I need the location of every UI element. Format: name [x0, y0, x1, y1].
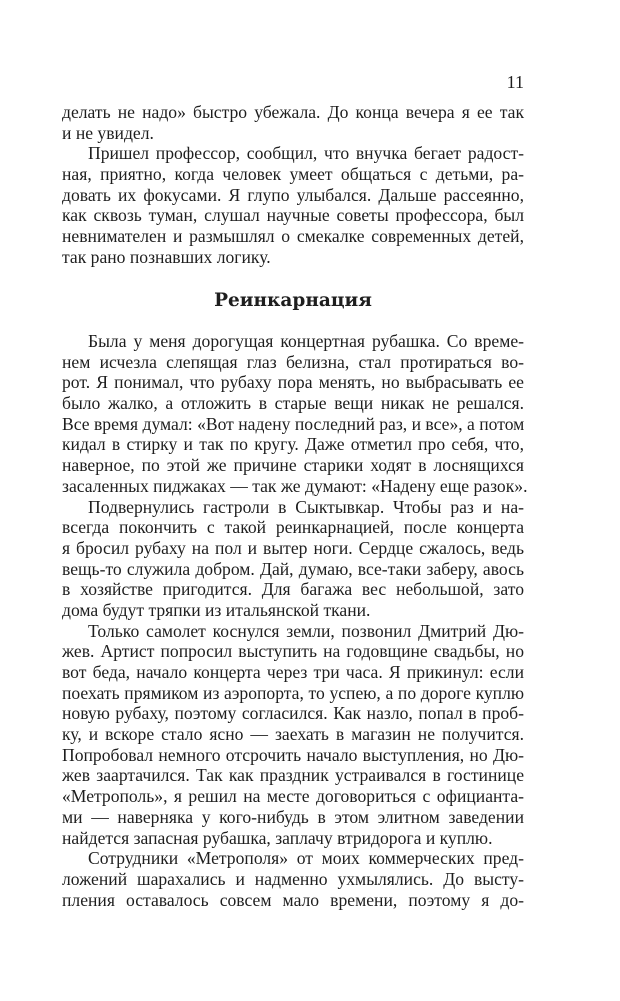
paragraph: [62, 143, 524, 267]
text-line: нем исчезла слепящая глаз белизна, стал протираться во-: [62, 351, 524, 372]
text-line: Сотрудники «Метрополя» от моих коммерческих пред-: [88, 848, 524, 869]
text-line: кидал в стирку и так по кругу. Даже отметил про себя, что,: [62, 434, 524, 455]
text-line: так рано познавших логику.: [62, 246, 271, 267]
text-line: ложений шарахались и надменно ухмылялись. До высту-: [62, 868, 524, 889]
text-line: Попробовал немного отсрочить начало выступления, но Дю-: [62, 744, 524, 765]
text-line: ку, и вскоре стало ясно — заехать в магазин не получится.: [62, 724, 524, 745]
text-line: жев заартачился. Так как праздник устраивался в гостинице: [62, 765, 524, 786]
text-line: Только самолет коснулся земли, позвонил Дмитрий Дю-: [88, 620, 524, 641]
text-line: довать их фокусами. Я глупо улыбался. Дальше рассеянно,: [62, 184, 524, 205]
text-line: ми — наверняка у кого-нибудь в этом элитном заведении: [62, 806, 524, 827]
text-line: Все время думал: «Вот надену последний раз, и все», а потом: [62, 413, 525, 434]
text-line: вот беда, начало концерта через три часа. Я прикинул: если: [62, 662, 524, 682]
text-line: ная, приятно, когда человек умеет общаться с детьми, ра-: [62, 164, 524, 185]
text-line: рот. Я понимал, что рубаху пора менять, но выбрасывать ее: [62, 372, 524, 393]
paragraph: [62, 331, 528, 497]
text-line: было жалко, а отложить в старые вещи никак не решался.: [62, 393, 524, 414]
text-line: и не увидел.: [62, 122, 154, 143]
paragraph: [62, 848, 524, 910]
text-line: как сквозь туман, слушал научные советы профессора, был: [62, 205, 524, 226]
text-line: жев. Артист попросил выступить на годовщине свадьбы, но: [62, 641, 524, 662]
text-line: «Метрополь», я решил на месте договориться с официанта-: [62, 786, 524, 807]
body-text-section: [62, 331, 528, 910]
section-title: Реинкарнация: [214, 290, 372, 311]
text-line: делать не надо» быстро убежала. До конца вечера я ее так: [62, 102, 524, 122]
text-line: Была у меня дорогущая концертная рубашка. Со време-: [88, 331, 524, 351]
text-line: всегда покончить с такой реинкарнацией, после концерта: [62, 517, 524, 538]
text-line: в хозяйстве пригодится. Для багажа вес небольшой, зато: [62, 579, 524, 600]
text-line: я бросил рубаху на пол и вытер ноги. Сердце сжалось, ведь: [62, 537, 524, 558]
text-line: дома будут тряпки из итальянской ткани.: [62, 599, 371, 620]
text-line: Подвернулись гастроли в Сыктывкар. Чтобы раз и на-: [88, 496, 524, 517]
paragraph: [62, 621, 524, 849]
text-line: пления оставалось совсем мало времени, поэтому я до-: [62, 889, 524, 910]
paragraph: [62, 102, 524, 143]
text-line: невнимателен и размышлял о смекалке современных детей,: [62, 226, 524, 247]
text-line: найдется запасная рубашка, заплачу втридорога и куплю.: [62, 827, 493, 848]
text-line: новую рубаху, поэтому согласился. Как назло, попал в проб-: [62, 703, 524, 724]
text-line: наверное, по этой же причине старики ходят в лоснящихся: [62, 455, 524, 476]
body-text-top: [62, 102, 524, 268]
page-number: 11: [506, 72, 524, 92]
text-line: поехать прямиком из аэропорта, то успею, а по дороге куплю: [62, 682, 524, 703]
text-line: засаленных пиджаках — так же думают: «Надену еще разок».: [62, 475, 528, 496]
paragraph: [62, 497, 524, 621]
text-line: вещь-то служила добром. Дай, думаю, все-таки заберу, авось: [62, 558, 524, 579]
text-line: Пришел профессор, сообщил, что внучка бегает радост-: [88, 143, 524, 164]
